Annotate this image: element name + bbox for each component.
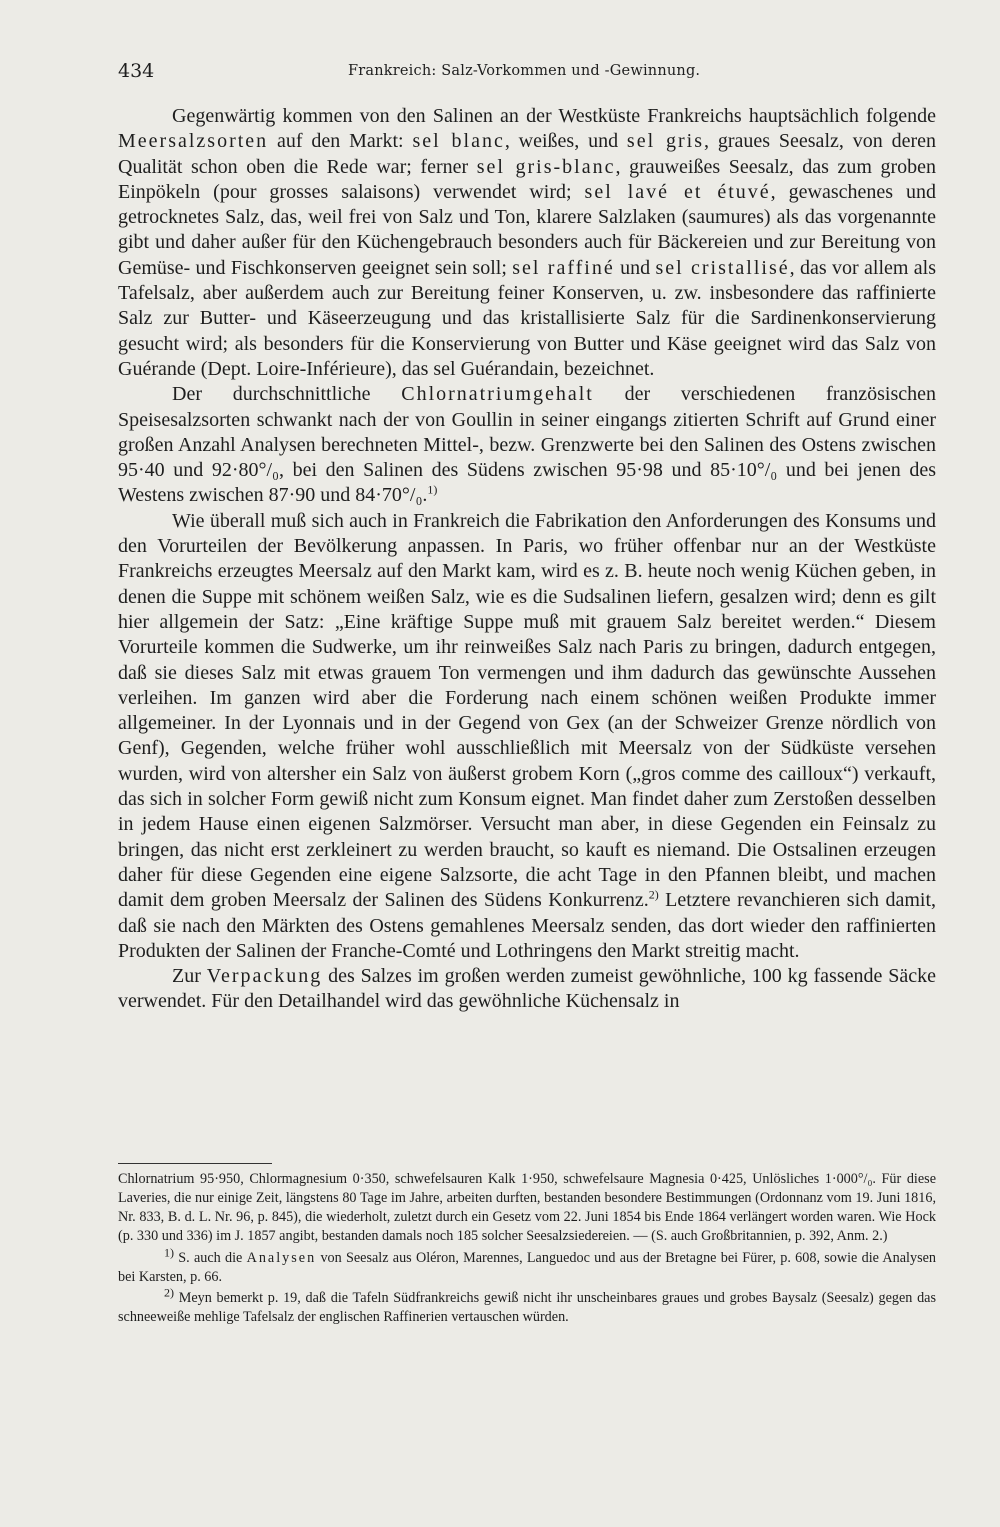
paragraph-salt-varieties: Gegenwärtig kommen von den Salinen an der Westküste Frankreichs hauptsächlich folgende Meersalzsorten auf den Markt: sel blanc, weißes, und sel gris, graues Seesalz, von deren Qualität schon oben die Rede war; ferner sel gris-blanc, grauweißes Seesalz, das zum groben Einpökeln (pour grosses salaisons) verwendet wird; sel lavé et étuvé, gewaschenes und getrocknetes Salz, das, weil frei von Salz und Ton, klarere Salzlaken (saumures) als das vorgenannte gibt und daher außer für den Küchengebrauch besonders auch für Bäckereien und zur Bereitung von Gemüse- und Fischkonserven geeignet sein soll; sel raffiné und sel cristallisé, das vor allem als Tafelsalz, aber außerdem auch zur Bereitung feiner Konserven, u. zw. insbesondere das raffinierte Salz zur Butter- und Käseerzeugung und das kristallisierte Salz für die Sardinenkonservierung gesucht wird; als besonders für die Konservierung von Butter und Käse geeignet wird das Salz von Guérande (Dept. Loire-Inférieure), das sel Guérandain, bezeichnet.: [118, 105, 937, 380]
footnote-ref[interactable]: 1): [427, 482, 438, 497]
footnote-1: $^{1)}$ S. auch die Analysen von Seesalz aus Oléron, Marennes, Languedoc und aus der Bretagne bei Fürer, p. 608, sowie die Analysen bei Karsten, p. 66.: [118, 1244, 937, 1285]
paragraph-consumer-preferences: Wie überall muß sich auch in Frankreich die Fabrikation den Anforderungen des Konsums und den Vorurteilen der Bevölkerung anpassen. In Paris, wo früher offenbar nur an der Westküste Frankreichs erzeugtes Meersalz auf den Markt kam, wird es z. B. heute noch wenig Küchen geben, in denen die Suppe mit schönem weißen Salz, wie es die Sudsalinen liefern, gesalzen wird; denn es gilt hier allgemein der Satz: „Eine kräftige Suppe muß mit grauem Salz bereitet werden.“ Diesem Vorurteile kommen die Sudwerke, um ihr reinweißes Salz nach Paris zu bringen, dadurch entgegen, daß sie dieses Salz mit etwas grauem Ton vermengen und ihm dadurch das gewünschte Aussehen verleihen. Im ganzen wird aber die Forderung nach einem schönen weißen Produkte immer allgemeiner. In der Lyonnais und in der Gegend von Gex (an der Schweizer Grenze nördlich von Genf), Gegenden, welche früher wohl ausschließlich mit Meersalz von der Südküste versehen wurden, wird von altersher ein Salz von äußerst grobem Korn („gros comme des cailloux“) verkauft, das sich in solcher Form gewiß nicht zum Konsum eignet. Man findet daher zum Zerstoßen desselben in jedem Hause einen eigenen Salzmörser. Versucht man aber, in diese Gegenden ein Feinsalz zu bringen, das nicht erst zerkleinert zu werden braucht, so kauft es niemand. Die Ostsalinen erzeugen daher für diese Gegenden eine eigene Salzsorte, die acht Tage in den Pfannen bleibt, und machen damit dem groben Meersalz der Salinen des Südens Konkurrenz.$^{2)}$ Letztere revanchieren sich damit, daß sie nach den Märkten des Ostens gemahlenes Meersalz senden, das dort wieder den raffinierten Produkten der Salinen der Franche-Comté und Lothringens den Markt streitig macht.: [118, 509, 936, 962]
footnote-continuation: Chlornatrium 95·950, Chlormagnesium 0·350, schwefelsauren Kalk 1·950, schwefelsaure Magnesia 0·425, Unlösliches 1·000°/₀. Für diese Laveries, die nur einige Zeit, längstens 80 Tage im Jahre, arbeiten durften, bestanden besondere Bestimmungen (Ordonnanz vom 19. Juni 1816, Nr. 833, B. d. L. Nr. 96, p. 845), die wiederholt, zuletzt durch ein Gesetz vom 22. Juni 1854 bis Ende 1864 verlängert worden waren. Wie Hock (p. 330 und 336) im J. 1857 angibt, bestanden damals noch 185 solcher Seesalzsiedereien. — (S. auch Großbritannien, p. 392, Anm. 2.): [118, 1171, 936, 1244]
spaced-term: Analysen: [246, 1249, 317, 1266]
spaced-term: sel blanc: [412, 130, 505, 153]
footnote-2: $^{2)}$ Meyn bemerkt p. 19, daß die Tafeln Südfrankreichs gewiß nicht ihr unscheinbares graues und grobes Baysalz (Seesalz) gegen das schneeweiße mehlige Tafelsalz der englischen Raffinerien vertauschen würden.: [118, 1285, 936, 1326]
spaced-term: sel gris: [626, 130, 704, 153]
paragraph-sodium-chloride-content: Der durchschnittliche Chlornatriumgehalt der verschiedenen französischen Speisesalzsorten schwankt nach der von Goullin in seiner eingangs zitierten Schrift auf Grund einer großen Anzahl Analysen berechneten Mittel-, bezw. Grenzwerte bei den Salinen des Ostens zwischen 95·40 und 92·80°/₀, bei den Salinen des Südens zwischen 95·98 und 85·10°/₀ und bei jenen des Westens zwischen 87·90 und 84·70°/₀.$^{1)}$: [118, 383, 937, 507]
footnotes: [118, 1170, 936, 1327]
spaced-term: sel raffiné: [512, 256, 615, 279]
page-header: [118, 60, 938, 88]
spaced-term: sel lavé et étuvé: [584, 180, 771, 203]
spaced-term: Meersalzsorten: [118, 130, 269, 153]
footnote-marker: 1): [164, 1244, 174, 1259]
spaced-term: Chlornatriumgehalt: [401, 383, 594, 406]
running-head: Frankreich: Salz-Vorkommen und -Gewinnung.: [348, 63, 701, 79]
paragraph-packaging: Zur Verpackung des Salzes im großen werden zumeist gewöhnliche, 100 kg fassende Säcke verwendet. Für den Detailhandel wird das gewöhnliche Küchensalz in: [118, 965, 936, 1013]
spaced-term: sel gris-blanc: [476, 155, 616, 178]
footnote-divider: [118, 1163, 272, 1164]
spaced-term: Verpackung: [206, 965, 323, 988]
body-text: [118, 104, 936, 1015]
page-number: 434: [118, 60, 155, 82]
footnote-marker: 2): [164, 1285, 174, 1300]
spaced-term: sel cristallisé: [655, 256, 790, 279]
footnote-ref[interactable]: 2): [648, 887, 659, 902]
